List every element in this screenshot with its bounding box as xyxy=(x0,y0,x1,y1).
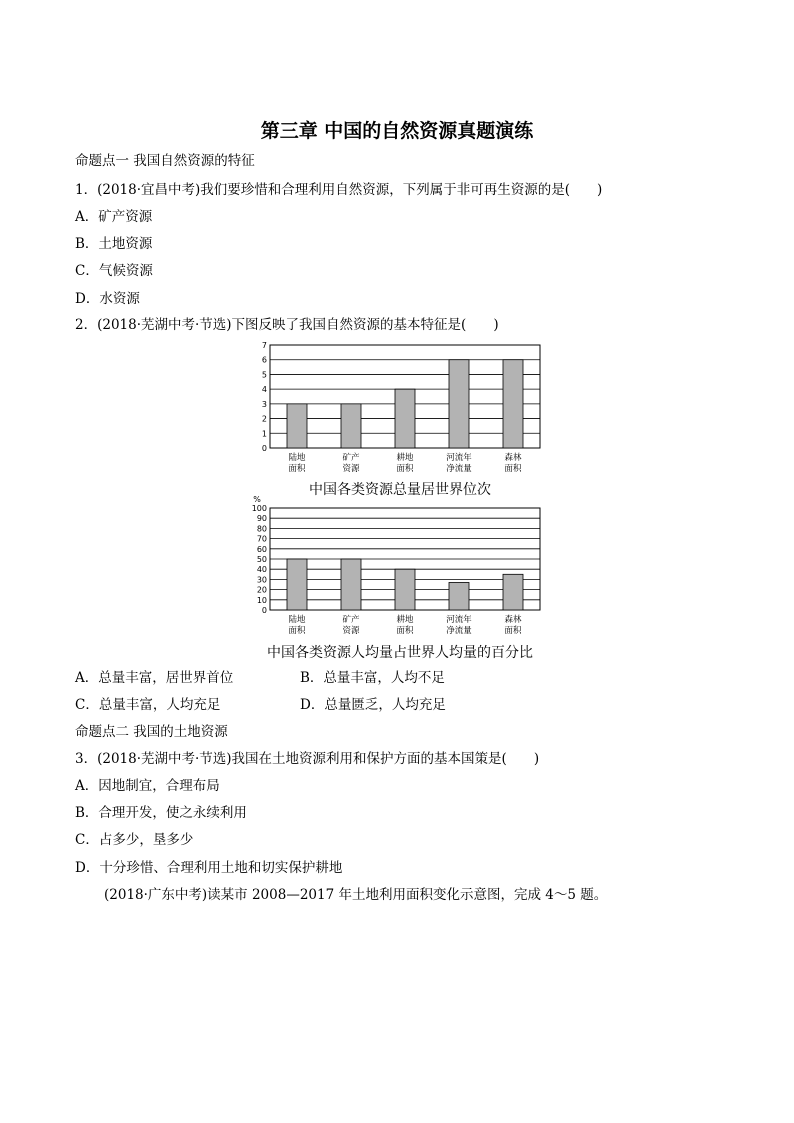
bar xyxy=(503,360,523,448)
chart-rank xyxy=(240,338,560,480)
question-2-stem: 2．(2018·芜湖中考·节选)下图反映了我国自然资源的基本特征是( ) xyxy=(75,317,499,333)
x-tick-label: 耕地 xyxy=(396,453,414,463)
bar xyxy=(341,404,361,448)
x-tick-label: 面积 xyxy=(288,464,306,474)
x-tick-label: 陆地 xyxy=(288,615,306,625)
y-tick-label: 70 xyxy=(256,534,267,544)
y-tick-label: 7 xyxy=(261,341,267,350)
question-1-option-b: B．土地资源 xyxy=(75,236,153,252)
x-tick-label: 河流年 xyxy=(446,615,472,625)
question-1-stem: 1．(2018·宜昌中考)我们要珍惜和合理利用自然资源，下列属于非可再生资源的是( ) xyxy=(75,182,603,198)
y-tick-label: 4 xyxy=(261,385,267,395)
y-tick-label: 100 xyxy=(251,504,267,513)
question-1-option-a: A．矿产资源 xyxy=(75,209,153,225)
y-tick-label: 3 xyxy=(261,399,267,409)
bar xyxy=(395,389,415,448)
x-tick-label: 净流量 xyxy=(446,626,472,636)
chart-rank-title: 中国各类资源总量居世界位次 xyxy=(309,482,491,498)
chart-rank-svg xyxy=(240,338,560,480)
chart-percent-svg xyxy=(240,490,560,642)
chart-percent-title: 中国各类资源人均量占世界人均量的百分比 xyxy=(267,645,533,661)
x-tick-label: 资源 xyxy=(342,626,360,636)
y-tick-label: 6 xyxy=(261,355,267,365)
question-3-option-c: C．占多少，垦多少 xyxy=(75,832,194,848)
y-tick-label: 80 xyxy=(256,524,267,534)
bar xyxy=(449,582,469,610)
x-tick-label: 面积 xyxy=(504,626,522,636)
x-tick-label: 森林 xyxy=(504,615,522,625)
y-tick-label: 2 xyxy=(261,414,267,424)
y-tick-label: 5 xyxy=(261,370,267,380)
question-3-option-b: B．合理开发，使之永续利用 xyxy=(75,805,247,821)
question-1-option-d: D．水资源 xyxy=(75,291,140,307)
x-tick-label: 森林 xyxy=(504,453,522,463)
x-tick-label: 面积 xyxy=(396,626,414,636)
y-tick-label: 20 xyxy=(256,585,267,595)
y-tick-label: 50 xyxy=(256,555,267,564)
bar xyxy=(287,559,307,610)
question-2-option-b: B．总量丰富，人均不足 xyxy=(300,670,445,686)
y-tick-label: 10 xyxy=(256,595,267,605)
bar xyxy=(503,574,523,610)
x-tick-label: 净流量 xyxy=(446,464,472,474)
question-3-option-d: D．十分珍惜、合理利用土地和切实保护耕地 xyxy=(75,860,343,876)
y-tick-label: 40 xyxy=(256,565,267,575)
section-heading-2: 命题点二 我国的土地资源 xyxy=(75,724,228,740)
question-2-option-c: C．总量丰富，人均充足 xyxy=(75,697,221,713)
y-tick-label: 60 xyxy=(256,544,267,554)
question-2-option-a: A．总量丰富，居世界首位 xyxy=(75,670,234,686)
question-3-stem: 3．(2018·芜湖中考·节选)我国在土地资源利用和保护方面的基本国策是( ) xyxy=(75,751,540,767)
bar xyxy=(287,404,307,448)
x-tick-label: 资源 xyxy=(342,464,360,474)
questions-4-5-intro: (2018·广东中考)读某市 2008—2017 年土地利用面积变化示意图，完成 4～5 题。 xyxy=(104,887,608,903)
x-tick-label: 矿产 xyxy=(342,615,360,625)
x-tick-label: 矿产 xyxy=(342,453,360,463)
x-tick-label: 面积 xyxy=(504,464,522,474)
question-2-option-d: D．总量匮乏，人均充足 xyxy=(300,697,446,713)
section-heading-1: 命题点一 我国自然资源的特征 xyxy=(75,153,255,169)
page-title: 第三章 中国的自然资源真题演练 xyxy=(260,120,534,142)
x-tick-label: 面积 xyxy=(288,626,306,636)
x-tick-label: 河流年 xyxy=(446,453,472,463)
y-tick-label: 0 xyxy=(261,606,267,615)
y-tick-label: 0 xyxy=(261,444,267,453)
x-tick-label: 耕地 xyxy=(396,615,414,625)
y-tick-label: 1 xyxy=(261,429,267,439)
question-3-option-a: A．因地制宜，合理布局 xyxy=(75,778,220,794)
bar xyxy=(341,559,361,610)
bar xyxy=(395,569,415,610)
x-tick-label: 陆地 xyxy=(288,453,306,463)
x-tick-label: 面积 xyxy=(396,464,414,474)
bar xyxy=(449,360,469,448)
question-1-option-c: C．气候资源 xyxy=(75,263,153,279)
chart-percent xyxy=(240,490,560,642)
y-axis-unit-label: % xyxy=(253,495,261,504)
y-tick-label: 30 xyxy=(256,575,267,585)
y-tick-label: 90 xyxy=(256,514,267,524)
